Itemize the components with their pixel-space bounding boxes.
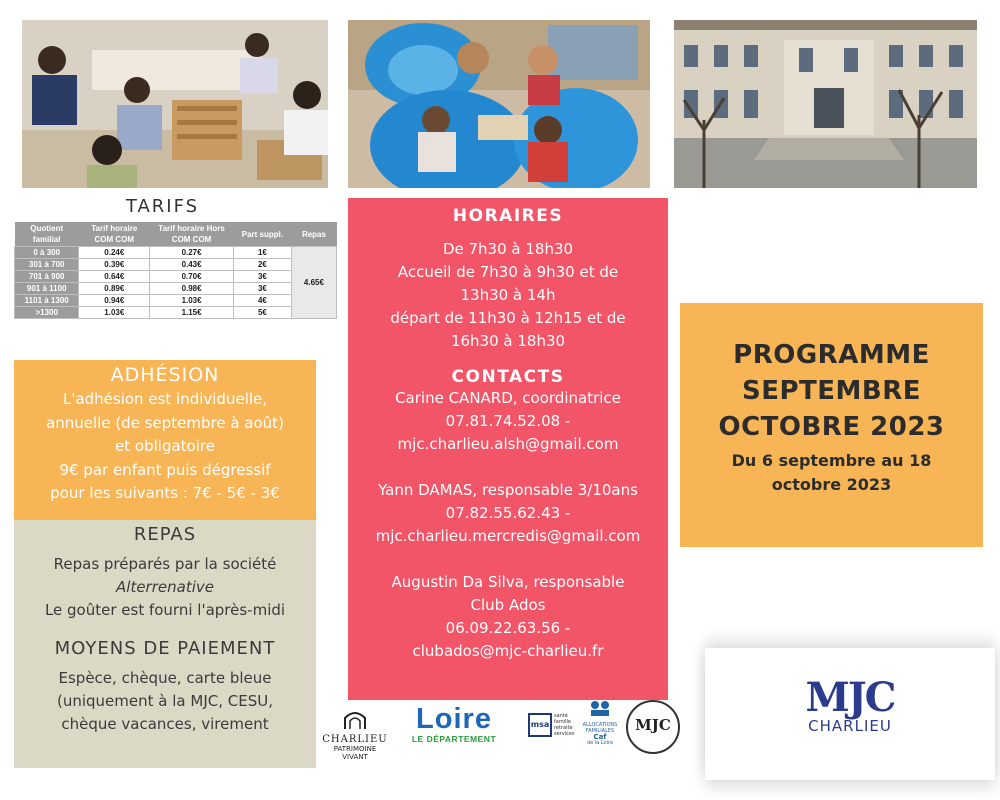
table-cell: 1€ xyxy=(233,247,291,259)
programme-box xyxy=(680,303,983,547)
table-row xyxy=(15,283,337,295)
tarifs-header-quotient: Quotient familial xyxy=(15,222,79,247)
contact-phone[interactable]: 06.09.22.63.56 - xyxy=(445,619,571,637)
horaires-title: HORAIRES xyxy=(452,206,564,226)
horaires-line: De 7h30 à 18h30 xyxy=(442,240,574,258)
horaires-contacts-section xyxy=(348,198,668,700)
table-cell: 1101 à 1300 xyxy=(15,295,79,307)
table-cell: 301 à 700 xyxy=(15,259,79,271)
tarifs-title: TARIFS xyxy=(125,196,200,217)
table-cell: 0.98€ xyxy=(150,283,234,295)
repas-title: REPAS xyxy=(133,524,197,545)
contact-phone[interactable]: 07.81.74.52.08 - xyxy=(445,412,571,430)
tarifs-header-repas: Repas xyxy=(291,222,336,247)
horaires-line: Accueil de 7h30 à 9h30 et de xyxy=(397,263,619,281)
adhesion-line: pour les suivants : 7€ - 5€ - 3€ xyxy=(50,484,280,502)
table-cell: 1.03€ xyxy=(150,295,234,307)
tarifs-header-comcom: Tarif horaire COM COM xyxy=(79,222,150,247)
paiement-title: MOYENS DE PAIEMENT xyxy=(54,638,276,659)
programme-title-line: OCTOBRE 2023 xyxy=(718,412,945,442)
mjc-city: CHARLIEU xyxy=(808,717,892,735)
contact-role: Augustin Da Silva, responsable xyxy=(391,573,625,591)
contact-role: Yann DAMAS, responsable 3/10ans xyxy=(378,481,638,499)
school-building-photo xyxy=(674,20,977,188)
horaires-line: 13h30 à 14h xyxy=(460,286,556,304)
msa-text-line: famille xyxy=(554,719,571,725)
caf-family-icon xyxy=(587,700,613,718)
table-cell: 3€ xyxy=(233,283,291,295)
table-cell: 0.27€ xyxy=(150,247,234,259)
msa-text-line: retraite xyxy=(554,725,573,731)
programme-title-line: SEPTEMBRE xyxy=(741,376,921,406)
repas-line: Le goûter est fourni l'après-midi xyxy=(44,601,286,619)
contact-role: Carine CANARD, coordinatrice xyxy=(395,389,621,407)
mjc-reseau-loire-logo xyxy=(626,700,680,754)
charlieu-logo-tag: PATRIMOINE VIVANT xyxy=(333,745,377,761)
charlieu-arch-icon xyxy=(342,708,368,730)
programme-title-line: PROGRAMME xyxy=(733,340,930,370)
table-cell: 0.94€ xyxy=(79,295,150,307)
adhesion-line: 9€ par enfant puis dégressif xyxy=(59,460,271,479)
tarifs-table xyxy=(14,222,337,319)
table-row xyxy=(15,307,337,319)
mjc-reseau-logo-name: MJC xyxy=(635,716,671,734)
table-cell: 0.39€ xyxy=(79,259,150,271)
msa-logo-mark: msa xyxy=(528,713,552,737)
contact-email[interactable]: mjc.charlieu.mercredis@gmail.com xyxy=(375,527,641,545)
paiement-line: chèque vacances, virement xyxy=(61,715,269,733)
table-row xyxy=(15,247,337,259)
table-cell: 0.64€ xyxy=(79,271,150,283)
loire-logo-tag: LE DÉPARTEMENT xyxy=(411,734,497,744)
table-row xyxy=(15,271,337,283)
msa-logo xyxy=(528,712,578,738)
repas-price-cell: 4.65€ xyxy=(291,247,336,319)
caf-text: FAMILIALES xyxy=(585,728,615,734)
caf-text: Caf xyxy=(593,733,607,741)
programme-dates: Du 6 septembre au 18 xyxy=(731,451,932,470)
msa-text-line: services xyxy=(554,731,575,737)
horaires-line: 16h30 à 18h30 xyxy=(450,332,566,350)
contact-role-continued: Club Ados xyxy=(470,596,546,614)
tarifs-header-hors-comcom: Tarif horaire Hors COM COM xyxy=(150,222,234,247)
children-building-blocks-photo xyxy=(22,20,328,188)
repas-line: Repas préparés par la société xyxy=(53,555,277,573)
adhesion-line: L'adhésion est individuelle, xyxy=(62,390,268,408)
charlieu-logo xyxy=(322,708,388,761)
table-row xyxy=(15,295,337,307)
children-in-blue-pods-photo xyxy=(348,20,650,188)
table-cell: 0.24€ xyxy=(79,247,150,259)
loire-logo-name: Loire xyxy=(416,703,492,735)
caf-logo xyxy=(580,700,620,746)
table-cell: 0.89€ xyxy=(79,283,150,295)
contact-email[interactable]: clubados@mjc-charlieu.fr xyxy=(412,642,604,660)
table-cell: 3€ xyxy=(233,271,291,283)
table-cell: 2€ xyxy=(233,259,291,271)
table-cell: 701 à 900 xyxy=(15,271,79,283)
table-cell: >1300 xyxy=(15,307,79,319)
contact-email[interactable]: mjc.charlieu.alsh@gmail.com xyxy=(397,435,619,453)
charlieu-logo-name: CHARLIEU xyxy=(322,734,388,745)
table-cell: 5€ xyxy=(233,307,291,319)
horaires-line: départ de 11h30 à 12h15 et de xyxy=(390,309,626,327)
mjc-logo-box xyxy=(705,648,995,780)
adhesion-title: ADHÉSION xyxy=(110,364,220,386)
contact-phone[interactable]: 07.82.55.62.43 - xyxy=(445,504,571,522)
paiement-line: (uniquement à la MJC, CESU, xyxy=(57,692,273,710)
table-cell: 0 à 300 xyxy=(15,247,79,259)
loire-departement-logo xyxy=(400,704,508,744)
caf-text: ALLOCATIONS xyxy=(582,722,618,728)
table-cell: 0.70€ xyxy=(150,271,234,283)
adhesion-line: annuelle (de septembre à août) xyxy=(46,413,284,432)
table-cell: 1.15€ xyxy=(150,307,234,319)
adhesion-line: et obligatoire xyxy=(115,437,215,455)
table-row xyxy=(15,259,337,271)
msa-text-line: santé xyxy=(554,713,568,719)
programme-dates: octobre 2023 xyxy=(771,475,892,494)
contacts-title: CONTACTS xyxy=(451,367,565,387)
caf-text: de la Loire xyxy=(586,740,614,746)
paiement-line: Espèce, chèque, carte bleue xyxy=(58,669,272,687)
table-cell: 4€ xyxy=(233,295,291,307)
table-cell: 1.03€ xyxy=(79,307,150,319)
table-cell: 0.43€ xyxy=(150,259,234,271)
tarifs-header-part-suppl: Part suppl. xyxy=(233,222,291,247)
repas-provider: Alterrenative xyxy=(116,578,214,596)
table-cell: 901 à 1100 xyxy=(15,283,79,295)
mjc-logo: MJC xyxy=(805,674,895,721)
repas-paiement-section xyxy=(14,520,316,768)
adhesion-section xyxy=(14,360,316,520)
